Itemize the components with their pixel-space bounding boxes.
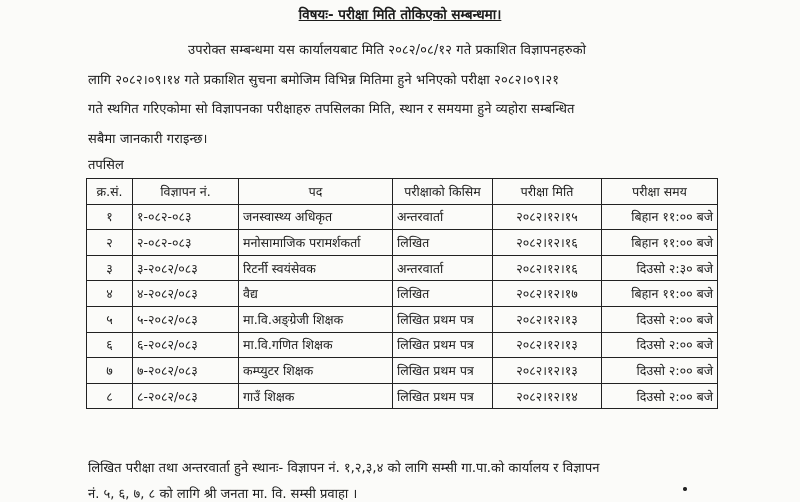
body-line-4: सबैमा जानकारी गराइन्छ। <box>88 132 208 147</box>
cell-exam-type: लिखित प्रथम पत्र <box>393 306 493 332</box>
table-header-row <box>87 179 718 205</box>
cell-exam-date: २०८२।१२।१३ <box>493 332 602 358</box>
table-label: तपसिल <box>88 158 124 173</box>
header-exam-date: परीक्षा मिति <box>493 179 602 205</box>
cell-exam-date: २०८२।१२।१५ <box>493 204 602 230</box>
cell-post: रिटर्नी स्वयंसेवक <box>239 255 393 281</box>
venue-line-2: नं. ५, ६, ७, ८ को लागि श्री जनता मा. वि. सम्सी प्रवाहा । <box>88 487 358 502</box>
cell-exam-type: लिखित प्रथम पत्र <box>393 332 493 358</box>
cell-exam-time: बिहान ११:०० बजे <box>602 281 718 307</box>
cell-post: कम्प्युटर शिक्षक <box>239 358 393 384</box>
cell-ad-number: ६-२०८२/०८३ <box>133 332 239 358</box>
cell-serial: २ <box>87 230 133 256</box>
cell-post: मा.वि.अङ्ग्रेजी शिक्षक <box>239 306 393 332</box>
cell-exam-time: दिउसो २:३० बजे <box>602 255 718 281</box>
cell-ad-number: ७-२०८२/०८३ <box>133 358 239 384</box>
cell-exam-time: दिउसो २:०० बजे <box>602 306 718 332</box>
cell-exam-date: २०८२।१२।१४ <box>493 383 602 409</box>
cell-post: वैद्य <box>239 281 393 307</box>
cell-serial: १ <box>87 204 133 230</box>
cell-serial: ५ <box>87 306 133 332</box>
table-row <box>87 281 718 307</box>
cell-exam-type: अन्तरवार्ता <box>393 255 493 281</box>
cell-exam-time: दिउसो २:०० बजे <box>602 383 718 409</box>
table-row <box>87 306 718 332</box>
cell-exam-type: लिखित प्रथम पत्र <box>393 383 493 409</box>
header-exam-time: परीक्षा समय <box>602 179 718 205</box>
cell-ad-number: २-०८२-०८३ <box>133 230 239 256</box>
cell-exam-date: २०८२।१२।१३ <box>493 306 602 332</box>
table-row <box>87 255 718 281</box>
header-ad-number: विज्ञापन नं. <box>133 179 239 205</box>
body-line-3: गते स्थगित गरिएकोमा सो विज्ञापनका परीक्षाहरु तपसिलका मिति, स्थान र समयमा हुने व्यहोरा सम्बन्धित <box>88 102 575 117</box>
cell-post: मनोसामाजिक परामर्शकर्ता <box>239 230 393 256</box>
table-row <box>87 230 718 256</box>
cell-exam-time: दिउसो २:०० बजे <box>602 358 718 384</box>
cell-ad-number: ८-२०८२/०८३ <box>133 383 239 409</box>
cell-post: जनस्वास्थ्य अधिकृत <box>239 204 393 230</box>
cell-exam-type: अन्तरवार्ता <box>393 204 493 230</box>
cell-exam-type: लिखित <box>393 230 493 256</box>
cell-ad-number: ३-२०८२/०८३ <box>133 255 239 281</box>
cell-serial: ७ <box>87 358 133 384</box>
table-row <box>87 204 718 230</box>
cell-exam-date: २०८२।१२।१३ <box>493 358 602 384</box>
cell-exam-date: २०८२।१२।१७ <box>493 281 602 307</box>
body-line-2: लागि २०८२।०९।१४ गते प्रकाशित सुचना बमोजिम विभिन्न मितिमा हुने भनिएको परीक्षा २०८२।०९।२१ <box>88 73 560 88</box>
cell-exam-time: बिहान ११:०० बजे <box>602 230 718 256</box>
ink-speck <box>683 487 687 491</box>
cell-serial: ३ <box>87 255 133 281</box>
cell-serial: ४ <box>87 281 133 307</box>
cell-serial: ८ <box>87 383 133 409</box>
cell-exam-date: २०८२।१२।१६ <box>493 255 602 281</box>
header-post: पद <box>239 179 393 205</box>
exam-schedule-table <box>86 178 718 409</box>
venue-line-1: लिखित परीक्षा तथा अन्तरवार्ता हुने स्थानः- विज्ञापन नं. १,२,३,४ को लागि सम्सी गा.पा.को कार्यालय र विज्ञापन <box>88 461 600 476</box>
notice-subject <box>0 5 800 23</box>
cell-post: गाउँ शिक्षक <box>239 383 393 409</box>
cell-post: मा.वि.गणित शिक्षक <box>239 332 393 358</box>
cell-exam-time: दिउसो २:०० बजे <box>602 332 718 358</box>
cell-ad-number: १-०८२-०८३ <box>133 204 239 230</box>
header-serial: क्र.सं. <box>87 179 133 205</box>
cell-serial: ६ <box>87 332 133 358</box>
table-row <box>87 332 718 358</box>
table-row <box>87 383 718 409</box>
cell-exam-type: लिखित <box>393 281 493 307</box>
cell-ad-number: ४-२०८२/०८३ <box>133 281 239 307</box>
subject-text: विषयः- परीक्षा मिति तोकिएको सम्बन्धमा। <box>298 7 502 23</box>
cell-exam-type: लिखित प्रथम पत्र <box>393 358 493 384</box>
cell-exam-time: बिहान ११:०० बजे <box>602 204 718 230</box>
header-exam-type: परीक्षाको किसिम <box>393 179 493 205</box>
table-row <box>87 358 718 384</box>
cell-exam-date: २०८२।१२।१६ <box>493 230 602 256</box>
cell-ad-number: ५-२०८२/०८३ <box>133 306 239 332</box>
body-line-1: उपरोक्त सम्बन्धमा यस कार्यालयबाट मिति २०८२/०८/१२ गते प्रकाशित विज्ञापनहरुको <box>188 43 587 58</box>
